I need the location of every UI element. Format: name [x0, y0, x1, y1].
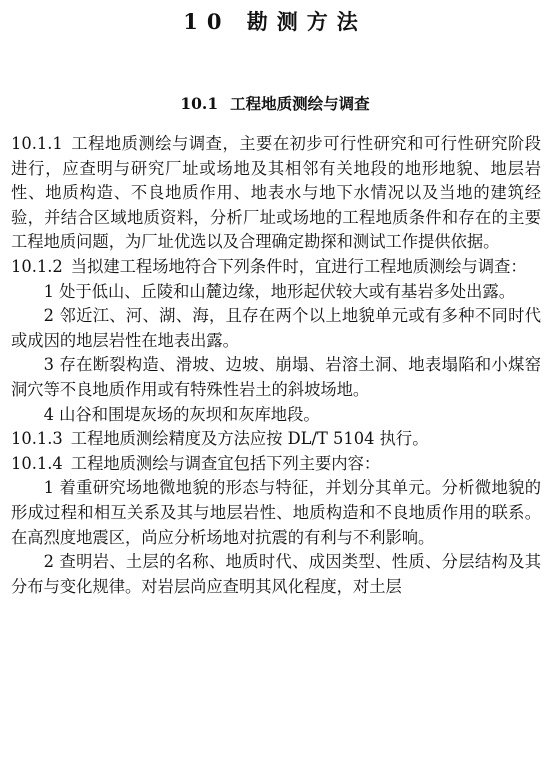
list-item: 3 存在断裂构造、滑坡、边坡、崩塌、岩溶土洞、地表塌陷和小煤窑洞穴等不良地质作用或有特殊性岩土的斜坡场地。 — [11, 355, 541, 399]
clause-text: 工程地质测绘精度及方法应按 DL/T 5104 执行。 — [70, 429, 429, 449]
clause-text: 工程地质测绘与调查，主要在初步可行性研究和可行性研究阶段进行，应查明与研究厂址或场地及其相邻有关地段的地形地貌、地层岩性、地质构造、不良地质作用、地表水与地下水情况以及当地的建筑经验，并结合区域地质资料，分析厂址或场地的工程地质条件和存在的主要工程地质问题，为厂址优选以及合理确定勘探和测试工作提供依据。 — [11, 134, 541, 252]
clause-10-1-3 — [11, 427, 541, 452]
clause-number: 10.1.4 — [11, 453, 63, 473]
clause-number: 10.1.1 — [11, 134, 63, 153]
body-text — [11, 132, 541, 599]
chapter-title: 10 勘测方法 — [183, 9, 367, 34]
list-item: 1 着重研究场地微地貌的形态与特征，并划分其单元。分析微地貌的形成过程和相互关系及其与地层岩性、地质构造和不良地质作用的联系。在高烈度地震区，尚应分析场地对抗震的有利与不利影响。 — [11, 478, 541, 547]
clause-number: 10.1.3 — [11, 429, 63, 449]
clause-text: 当拟建工程场地符合下列条件时，宜进行工程地质测绘与调查： — [70, 256, 527, 276]
clause-number: 10.1.2 — [11, 256, 63, 276]
list-item: 1 处于低山、丘陵和山麓边缘，地形起伏较大或有基岩多处出露。 — [43, 281, 516, 301]
section-heading — [0, 92, 550, 114]
clause-text: 工程地质测绘与调查宜包括下列主要内容： — [70, 453, 381, 473]
clause-10-1-4 — [11, 452, 541, 477]
list-item: 4 山谷和围堤灰场的灰坝和灰库地段。 — [43, 404, 320, 424]
section-number: 10.1 — [180, 94, 219, 113]
list-item: 2 查明岩、土层的名称、地质时代、成因类型、性质、分层结构及其分布与变化规律。对岩层尚应查明其风化程度，对土层 — [11, 552, 541, 596]
list-item: 2 邻近江、河、湖、海，且存在两个以上地貌单元或有多种不同时代或成因的地层岩性在地表出露。 — [11, 306, 541, 350]
clause-10-1-2 — [11, 255, 541, 280]
section-title: 工程地质测绘与调查 — [230, 94, 370, 113]
clause-10-1-1 — [11, 132, 541, 255]
